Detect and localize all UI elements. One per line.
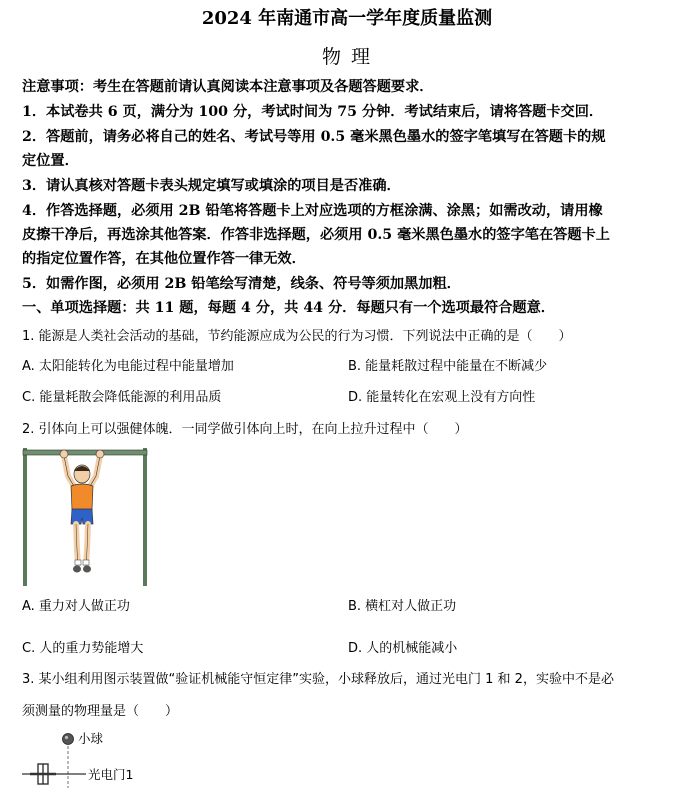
- exam-title: 2024 年南通市高一学年度质量监测: [201, 8, 493, 29]
- subject-title: 物 理: [321, 46, 373, 68]
- note-2-cont: 定位置．: [22, 153, 79, 169]
- q2-stem: 2. 引体向上可以强健体魄．一同学做引体向上时，在向上拉升过程中（ ）: [22, 422, 468, 437]
- q1-option-b: B. 能量耗散过程中能量在不断减少: [348, 359, 548, 374]
- q2-option-a: A. 重力对人做正功: [22, 599, 130, 614]
- q2-option-b: B. 横杠对人做正功: [348, 599, 457, 614]
- note-2: 2．答题前，请务必将自己的姓名、考试号等用 0.5 毫米黑色墨水的签字笔填写在答题卡的规: [22, 129, 606, 145]
- right-hand: [96, 450, 104, 458]
- shirt: [71, 484, 93, 510]
- horizontal-bar: [23, 450, 147, 455]
- note-4: 4．作答选择题，必须用 2B 铅笔将答题卡上对应选项的方框涂满、涂黑；如需改动，请用橡: [22, 203, 603, 219]
- q1-option-d: D. 能量转化在宏观上没有方向性: [348, 390, 536, 405]
- note-4-cont: 皮擦干净后，再选涂其他答案．作答非选择题，必须用 0.5 毫米黑色墨水的签字笔在答题卡上: [22, 227, 610, 243]
- notes-heading: 注意事项：考生在答题前请认真阅读本注意事项及各题答题要求．: [22, 79, 434, 95]
- q2-option-d: D. 人的机械能减小: [348, 641, 458, 656]
- bar-right-post: [143, 448, 147, 586]
- q1-option-a: A. 太阳能转化为电能过程中能量增加: [22, 359, 234, 374]
- q1-option-c: C. 能量耗散会降低能源的利用品质: [22, 390, 222, 405]
- photogate-1-label: 光电门1: [88, 767, 134, 782]
- note-5: 5．如需作图，必须用 2B 铅笔绘写清楚，线条、符号等须加黑加粗．: [22, 276, 461, 292]
- right-arm: [89, 456, 100, 488]
- left-hand: [60, 450, 68, 458]
- left-shoe: [73, 566, 81, 573]
- note-3: 3．请认真核对答题卡表头规定填写或填涂的项目是否准确．: [22, 178, 401, 194]
- section-heading: 一、单项选择题：共 11 题，每题 4 分，共 44 分．每题只有一个选项最符合题意．: [22, 300, 555, 316]
- right-shoe: [83, 566, 91, 573]
- pullup-figure: [20, 444, 150, 586]
- q3-stem-line1: 3. 某小组利用图示装置做“验证机械能守恒定律”实验，小球释放后，通过光电门 1 和 2，实验中不是必: [22, 672, 614, 687]
- note-4-cont2: 的指定位置作答，在其他位置作答一律无效．: [22, 251, 306, 267]
- q1-stem: 1. 能源是人类社会活动的基础，节约能源应成为公民的行为习惯．下列说法中正确的是（ ）: [22, 329, 572, 344]
- left-arm: [64, 456, 75, 488]
- q3-stem-line2: 须测量的物理量是（ ）: [22, 704, 179, 719]
- note-1: 1．本试卷共 6 页，满分为 100 分，考试时间为 75 分钟．考试结束后，请将答题卡交回．: [22, 104, 604, 120]
- q2-option-c: C. 人的重力势能增大: [22, 641, 144, 656]
- ball: [63, 734, 74, 745]
- ball-label: 小球: [78, 731, 104, 746]
- bar-left-post: [23, 448, 27, 586]
